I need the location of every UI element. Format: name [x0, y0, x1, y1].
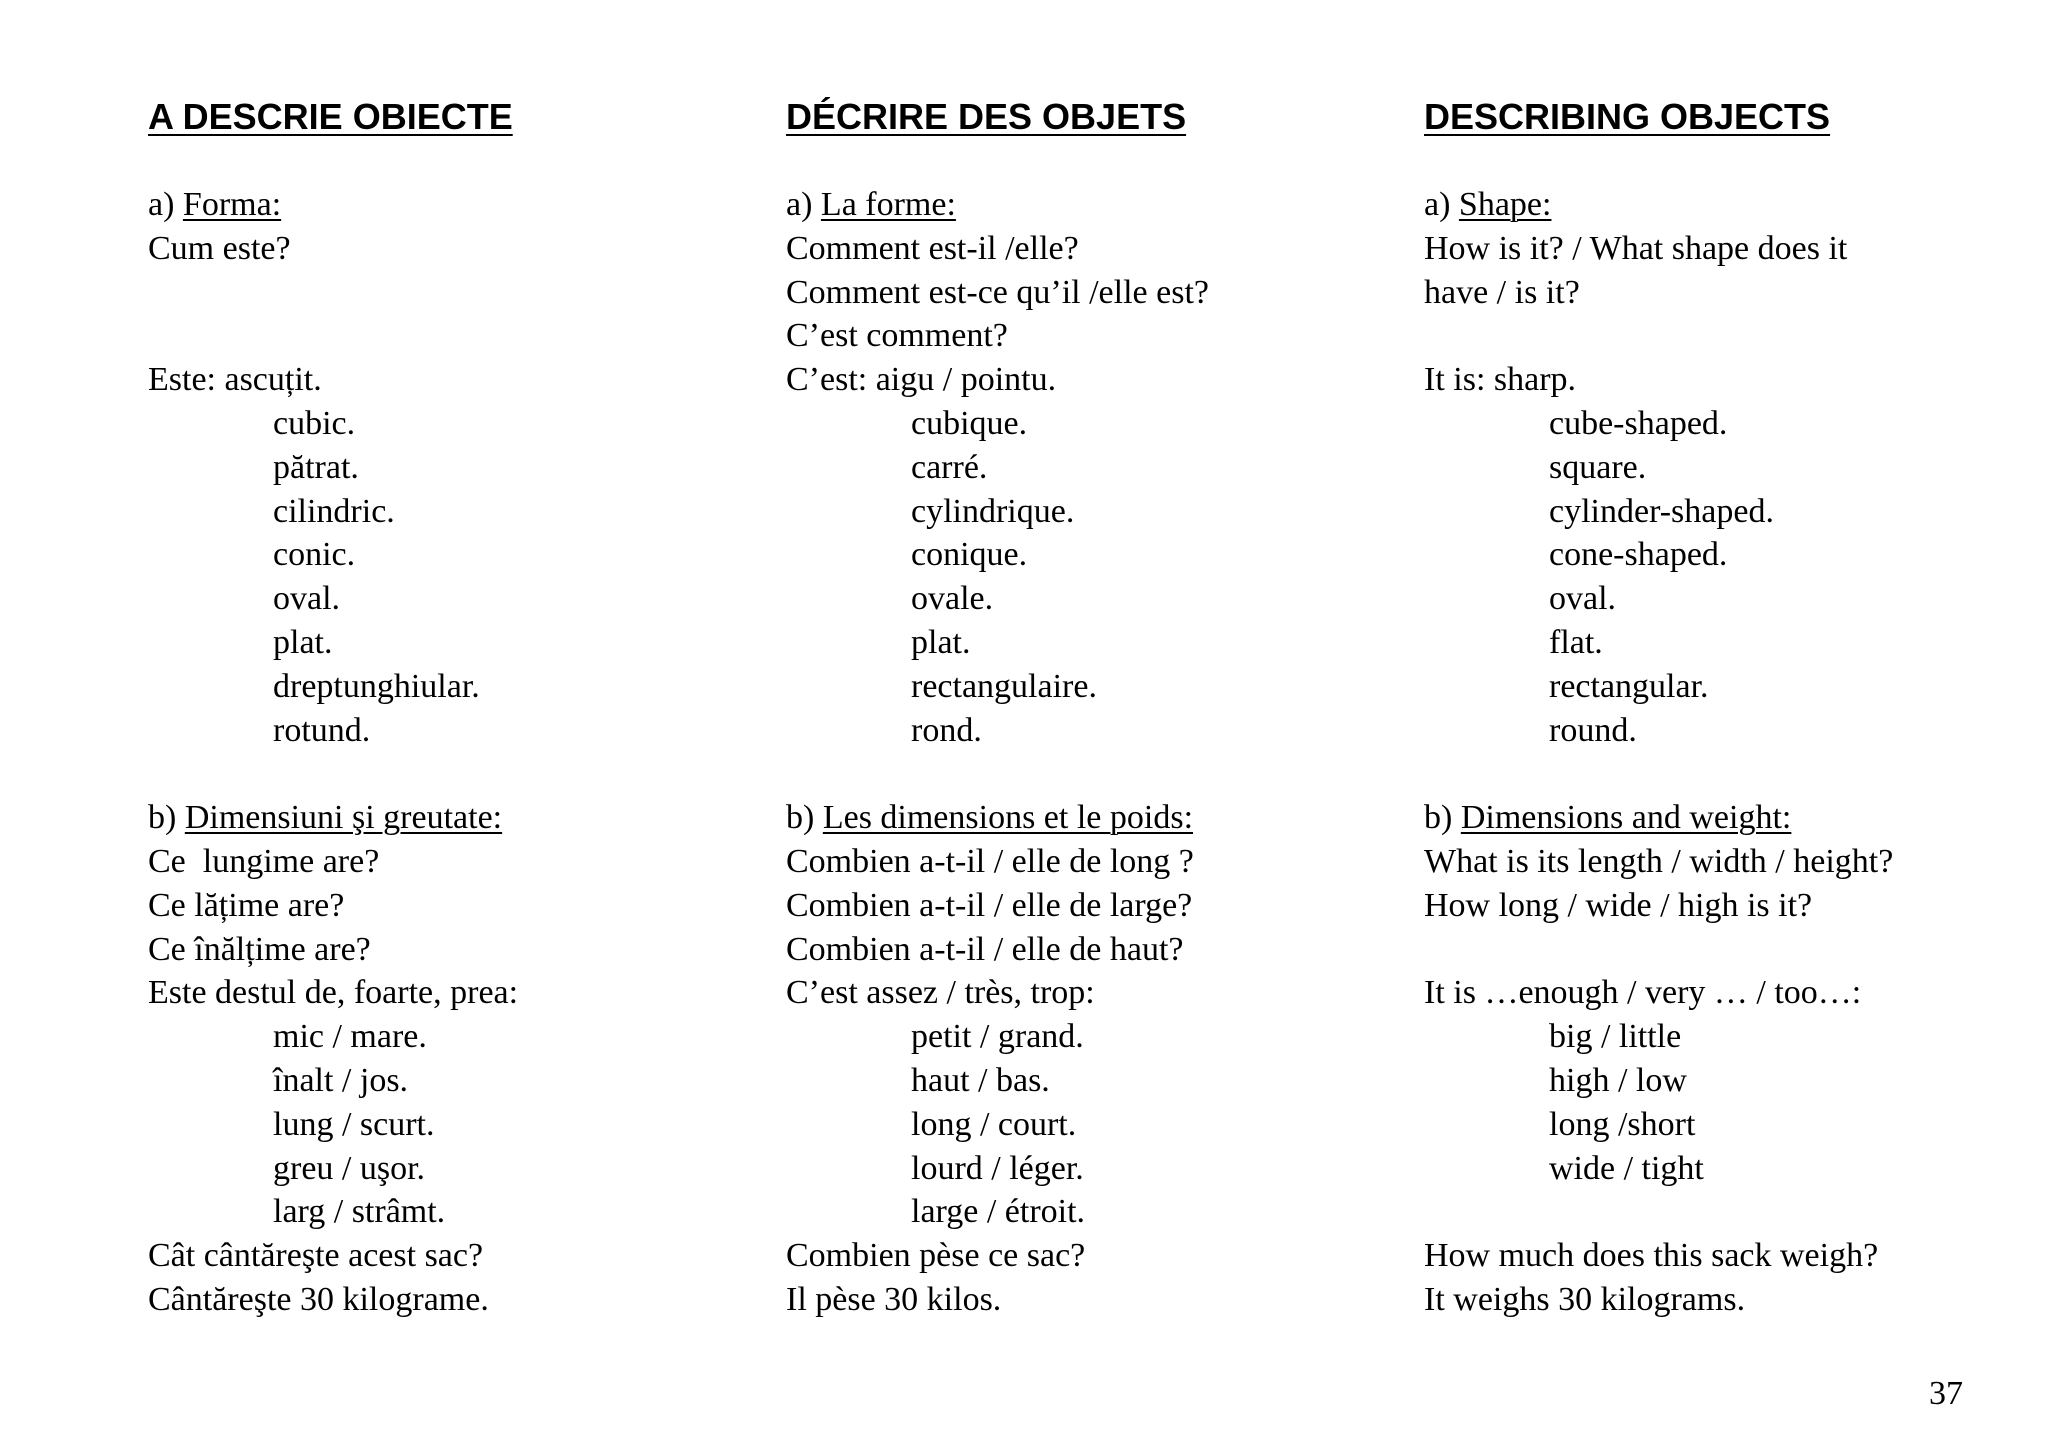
text-line: [148, 227, 738, 271]
line-text: Este destul de, foarte, prea:: [148, 974, 519, 1012]
line-text: C’est comment?: [786, 317, 1008, 355]
text-line: [786, 446, 1376, 490]
text-line: [786, 533, 1376, 577]
text-line: [786, 971, 1376, 1015]
line-text: cubic.: [273, 404, 356, 442]
line-text: long /short: [1549, 1105, 1696, 1143]
line-text: conique.: [911, 536, 1028, 574]
text-line: [148, 577, 738, 621]
line-text: petit / grand.: [911, 1018, 1084, 1056]
text-line: [1424, 402, 2014, 446]
text-line: [148, 1234, 738, 1278]
text-line: [1424, 1059, 2014, 1103]
column-heading-romanian: A DESCRIE OBIECTE: [148, 96, 513, 137]
text-line: [786, 884, 1376, 928]
line-text: long / court.: [911, 1105, 1077, 1143]
text-line: [1424, 358, 2014, 402]
text-line: [148, 709, 738, 753]
line-text: Combien a-t-il / elle de long ?: [786, 842, 1194, 880]
line-text: oval.: [273, 580, 341, 618]
text-line: [1424, 446, 2014, 490]
text-line: [1424, 884, 2014, 928]
line-text: It is: sharp.: [1424, 361, 1577, 399]
text-line: [148, 1147, 738, 1191]
line-text: carré.: [911, 448, 988, 486]
line-text: plat.: [911, 623, 971, 661]
text-line: [786, 840, 1376, 884]
text-line: [1424, 840, 2014, 884]
text-line: [786, 665, 1376, 709]
line-text: flat.: [1549, 623, 1603, 661]
line-text: Cum este?: [148, 229, 291, 267]
line-text: have / is it?: [1424, 273, 1580, 311]
line-text: plat.: [273, 623, 333, 661]
text-line: [148, 884, 738, 928]
line-text: cubique.: [911, 404, 1028, 442]
section-title: Dimensions and weight:: [1460, 799, 1792, 837]
line-text: Este: ascuțit.: [148, 361, 322, 399]
column-lines-french: [786, 183, 1376, 1322]
text-line: [786, 1234, 1376, 1278]
text-line: [148, 1059, 738, 1103]
text-line: [786, 1103, 1376, 1147]
line-text: haut / bas.: [911, 1061, 1050, 1099]
section-letter: b): [148, 799, 185, 837]
line-text: Cât cântăreşte acest sac?: [148, 1237, 484, 1275]
line-text: What is its length / width / height?: [1424, 842, 1894, 880]
line-text: rectangulaire.: [911, 667, 1097, 705]
line-text: rotund.: [273, 711, 371, 749]
line-text: cylinder-shaped.: [1549, 492, 1774, 530]
line-text: mic / mare.: [273, 1018, 427, 1056]
line-text: It is …enough / very … / too…:: [1424, 974, 1862, 1012]
line-text: rond.: [911, 711, 982, 749]
line-text: cone-shaped.: [1549, 536, 1728, 574]
text-line: [1424, 271, 2014, 315]
blank-line: [1424, 928, 2014, 972]
text-line: [786, 1190, 1376, 1234]
text-line: [786, 1278, 1376, 1322]
text-line: [1424, 490, 2014, 534]
text-line: [1424, 709, 2014, 753]
text-line: [786, 314, 1376, 358]
section-letter: a): [1424, 186, 1459, 223]
line-text: cylindrique.: [911, 492, 1075, 530]
text-line: [148, 1015, 738, 1059]
column-heading-french: DÉCRIRE DES OBJETS: [786, 96, 1187, 137]
text-line: [1424, 1234, 2014, 1278]
text-line: [786, 1015, 1376, 1059]
line-text: larg / strâmt.: [273, 1193, 446, 1231]
line-text: Ce lățime are?: [148, 886, 345, 924]
text-line: [1424, 1147, 2014, 1191]
blank-line: [1424, 1190, 2014, 1234]
blank-line: [148, 752, 738, 796]
line-text: wide / tight: [1549, 1149, 1704, 1187]
text-line: [786, 577, 1376, 621]
line-text: pătrat.: [273, 448, 359, 486]
line-text: rectangular.: [1549, 667, 1709, 705]
section-heading: [786, 796, 1376, 840]
blank-line: [148, 271, 738, 315]
section-letter: a): [148, 186, 183, 223]
section-title: Les dimensions et le poids:: [822, 799, 1194, 837]
line-text: large / étroit.: [911, 1193, 1086, 1231]
line-text: Combien a-t-il / elle de large?: [786, 886, 1193, 924]
line-text: Ce lungime are?: [148, 842, 380, 880]
line-text: big / little: [1549, 1018, 1682, 1056]
section-title: Forma:: [182, 186, 282, 223]
line-text: high / low: [1549, 1061, 1687, 1099]
blank-line: [1424, 752, 2014, 796]
line-text: How much does this sack weigh?: [1424, 1237, 1879, 1275]
section-title: Shape:: [1458, 186, 1552, 223]
text-line: [148, 840, 738, 884]
text-line: [1424, 577, 2014, 621]
section-heading: [1424, 183, 2014, 227]
line-text: cube-shaped.: [1549, 404, 1728, 442]
text-line: [148, 402, 738, 446]
line-text: oval.: [1549, 580, 1617, 618]
text-line: [1424, 621, 2014, 665]
text-line: [1424, 1278, 2014, 1322]
text-line: [786, 621, 1376, 665]
text-line: [148, 533, 738, 577]
line-text: ovale.: [911, 580, 994, 618]
line-text: lourd / léger.: [911, 1149, 1084, 1187]
text-line: [786, 709, 1376, 753]
line-text: How is it? / What shape does it: [1424, 229, 1848, 267]
line-text: Ce înălțime are?: [148, 930, 371, 968]
column-lines-english: [1424, 183, 2014, 1322]
line-text: lung / scurt.: [273, 1105, 435, 1143]
text-line: [148, 928, 738, 972]
text-line: [148, 446, 738, 490]
line-text: How long / wide / high is it?: [1424, 886, 1813, 924]
line-text: greu / uşor.: [273, 1149, 426, 1187]
page-number: 37: [1929, 1375, 1963, 1412]
line-text: Il pèse 30 kilos.: [786, 1280, 1002, 1318]
blank-line: [786, 752, 1376, 796]
line-text: It weighs 30 kilograms.: [1424, 1280, 1746, 1318]
line-text: square.: [1549, 448, 1647, 486]
text-line: [148, 1278, 738, 1322]
text-line: [1424, 1103, 2014, 1147]
section-heading: [1424, 796, 2014, 840]
text-line: [1424, 665, 2014, 709]
text-line: [1424, 533, 2014, 577]
section-heading: [786, 183, 1376, 227]
line-text: Combien a-t-il / elle de haut?: [786, 930, 1184, 968]
text-line: [1424, 971, 2014, 1015]
line-text: C’est: aigu / pointu.: [786, 361, 1057, 399]
text-line: [148, 665, 738, 709]
text-line: [148, 971, 738, 1015]
text-line: [148, 1103, 738, 1147]
text-line: [148, 621, 738, 665]
line-text: round.: [1549, 711, 1637, 749]
line-text: C’est assez / très, trop:: [786, 974, 1095, 1012]
column-lines-romanian: [148, 183, 738, 1322]
text-line: [786, 490, 1376, 534]
section-heading: [148, 796, 738, 840]
column-french: [786, 95, 1376, 1322]
column-heading-english: DESCRIBING OBJECTS: [1424, 96, 1831, 137]
column-romanian: [148, 95, 738, 1322]
text-line: [786, 271, 1376, 315]
section-letter: b): [1424, 799, 1461, 837]
blank-line: [148, 314, 738, 358]
text-line: [786, 1059, 1376, 1103]
text-line: [786, 358, 1376, 402]
line-text: Combien pèse ce sac?: [786, 1237, 1086, 1275]
line-text: Cântăreşte 30 kilograme.: [148, 1280, 489, 1318]
text-line: [1424, 1015, 2014, 1059]
text-line: [786, 928, 1376, 972]
text-line: [786, 402, 1376, 446]
line-text: Comment est-ce qu’il /elle est?: [786, 273, 1209, 311]
section-letter: b): [786, 799, 823, 837]
section-heading: [148, 183, 738, 227]
text-line: [148, 358, 738, 402]
line-text: dreptunghiular.: [273, 667, 480, 705]
section-title: Dimensiuni şi greutate:: [184, 799, 503, 837]
column-english: [1424, 95, 2014, 1322]
blank-line: [1424, 314, 2014, 358]
section-title: La forme:: [820, 186, 956, 223]
text-line: [1424, 227, 2014, 271]
text-line: [786, 1147, 1376, 1191]
text-line: [786, 227, 1376, 271]
line-text: Comment est-il /elle?: [786, 229, 1079, 267]
line-text: cilindric.: [273, 492, 395, 530]
line-text: conic.: [273, 536, 356, 574]
text-line: [148, 490, 738, 534]
line-text: înalt / jos.: [273, 1061, 409, 1099]
section-letter: a): [786, 186, 821, 223]
text-line: [148, 1190, 738, 1234]
